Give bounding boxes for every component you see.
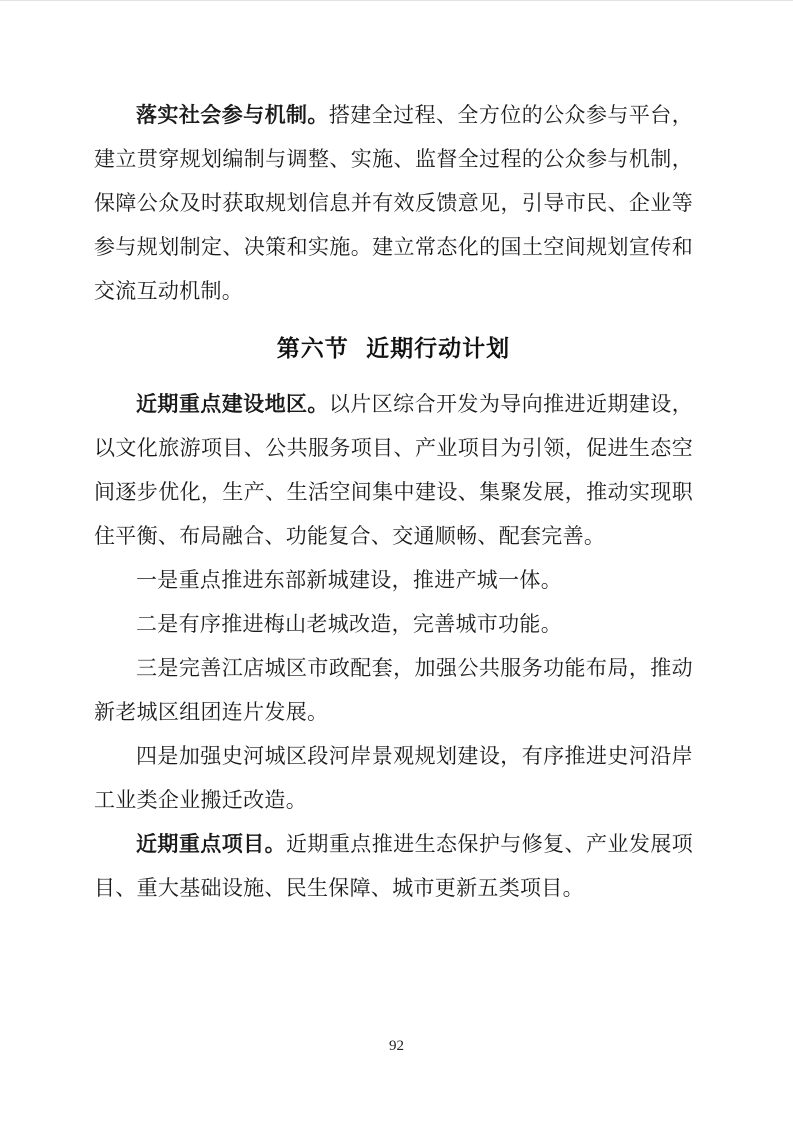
- paragraph-text: 搭建全过程、全方位的公众参与平台，建立贯穿规划编制与调整、实施、监督全过程的公众参与机制，保障公众及时获取规划信息并有效反馈意见，引导市民、企业等参与规划制定、决策和实施。建立常态化的国土空间规划宣传和交流互动机制。: [94, 103, 693, 303]
- section-heading: 第六节 近期行动计划: [276, 335, 511, 361]
- paragraph-lead: 近期重点建设地区。: [136, 392, 329, 416]
- paragraph-nearterm-projects: [94, 822, 693, 910]
- list-item-2: 二是有序推进梅山老城改造，完善城市功能。: [136, 612, 562, 636]
- paragraph-text: 近期重点推进生态保护与修复、产业发展项目、重大基础设施、民生保障、城市更新五类项目。: [94, 832, 693, 900]
- paragraph-lead: 近期重点项目。: [136, 832, 286, 856]
- paragraph-text: 以片区综合开发为导向推进近期建设，以文化旅游项目、公共服务项目、产业项目为引领，促进生态空间逐步优化，生产、生活空间集中建设、集聚发展，推动实现职住平衡、布局融合、功能复合、交通顺畅、配套完善。: [94, 392, 693, 548]
- paragraph-lead: 落实社会参与机制。: [136, 103, 329, 127]
- list-item-1: 一是重点推进东部新城建设，推进产城一体。: [136, 568, 562, 592]
- page-number: 92: [389, 1038, 404, 1054]
- paragraph-social-participation: [94, 93, 693, 313]
- list-item-3: 三是完善江店城区市政配套，加强公共服务功能布局，推动新老城区组团连片发展。: [94, 656, 693, 724]
- paragraph-nearterm-construction-area: [94, 382, 693, 558]
- list-item-4: 四是加强史河城区段河岸景观规划建设，有序推进史河沿岸工业类企业搬迁改造。: [94, 744, 693, 812]
